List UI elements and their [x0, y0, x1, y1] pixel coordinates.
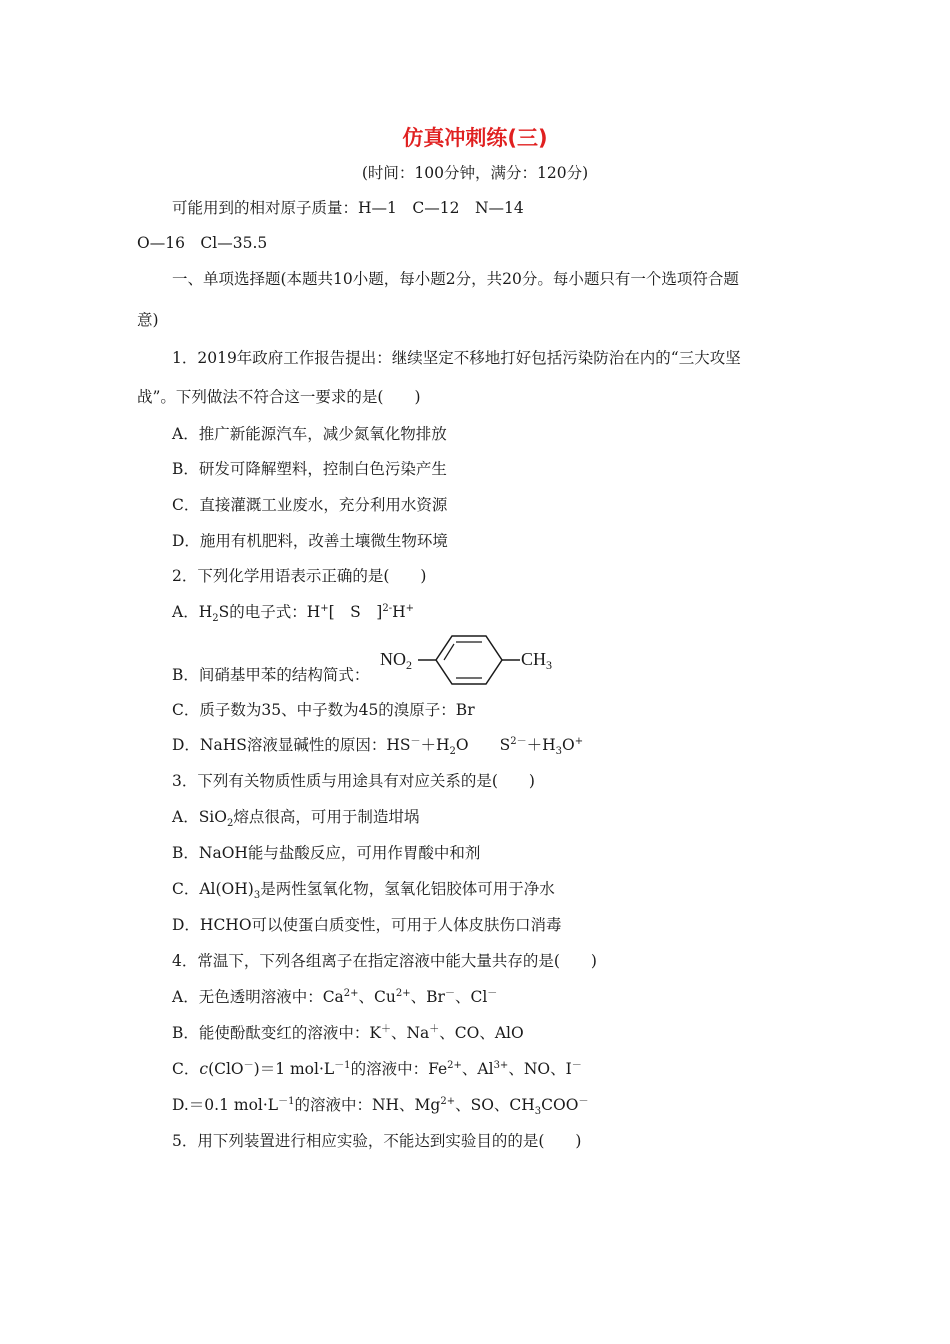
- nitrotoluene-structure: [378, 632, 563, 690]
- question-3: 3．下列有关物质性质与用途具有对应关系的是( ): [172, 772, 535, 790]
- question-4: 4．常温下，下列各组离子在指定溶液中能大量共存的是( ): [172, 952, 597, 970]
- q2-option-c: C．质子数为35、中子数为45的溴原子：Br: [172, 701, 475, 719]
- q2-option-a: A．$H_2S$的电子式：H+[ S ]$^{2-}$H+: [172, 602, 415, 625]
- q1-option-c: C．直接灌溉工业废水，充分利用水资源: [172, 496, 448, 514]
- q2-option-d: D．NaHS溶液显碱性的原因：$HS^-+H_2O$ $S^{2-}+H_3O^+$: [172, 735, 584, 758]
- q4-option-d: D.＝0.1 $mol\cdot L^{-1}$的溶液中：NH、$Mg^{2+}$、SO、$CH_3COO^-$: [172, 1095, 589, 1118]
- question-2: 2．下列化学用语表示正确的是( ): [172, 567, 427, 585]
- q3-option-c: C．$Al(OH)_3$是两性氢氧化物，氢氧化铝胶体可用于净水: [172, 880, 555, 902]
- question-1: 1．2019年政府工作报告提出：继续坚定不移地打好包括污染防治在内的“三大攻坚: [172, 349, 741, 367]
- subtitle: (时间：100分钟，满分：120分): [361, 164, 589, 182]
- atomic-masses-line-1: 可能用到的相对原子质量：H—1 C—12 N—14: [172, 199, 524, 217]
- q1-option-b: B．研发可降解塑料，控制白色污染产生: [172, 460, 447, 478]
- page-title: 仿真冲刺练(三): [402, 126, 548, 150]
- svg-text:CH3: $CH_3$: [521, 649, 553, 672]
- svg-text:NO2: $NO_2$: [380, 649, 412, 672]
- question-5: 5．用下列装置进行相应实验，不能达到实验目的的是( ): [172, 1132, 582, 1150]
- q3-option-b: B．NaOH能与盐酸反应，可用作胃酸中和剂: [172, 844, 481, 862]
- q4-option-b: B．能使酚酞变红的溶液中：K＋、Na＋、CO、AlO: [172, 1023, 524, 1042]
- q4-option-c: C．c(ClO－)＝1 $mol\cdot L^{-1}$的溶液中：$Fe^{2+}$、$Al^{3+}$、NO、I－: [172, 1059, 582, 1078]
- section-heading: 一、单项选择题(本题共10小题，每小题2分，共20分。每小题只有一个选项符合题: [172, 270, 739, 288]
- q3-option-a: A．SiO$_2$熔点很高，可用于制造坩埚: [172, 808, 420, 830]
- q2-option-b: B．间硝基甲苯的结构简式：: [172, 666, 370, 684]
- question-1-cont: 战”。下列做法不符合这一要求的是( ): [137, 388, 421, 406]
- section-heading-cont: 意): [137, 311, 159, 329]
- q4-option-a: A．无色透明溶液中：$Ca^{2+}$、$Cu^{2+}$、Br－、Cl－: [172, 987, 498, 1006]
- q1-option-d: D．施用有机肥料，改善土壤微生物环境: [172, 532, 448, 550]
- q1-option-a: A．推广新能源汽车，减少氮氧化物排放: [172, 425, 447, 443]
- q3-option-d: D．HCHO可以使蛋白质变性，可用于人体皮肤伤口消毒: [172, 916, 562, 934]
- atomic-masses-line-2: O—16 Cl—35.5: [137, 234, 268, 252]
